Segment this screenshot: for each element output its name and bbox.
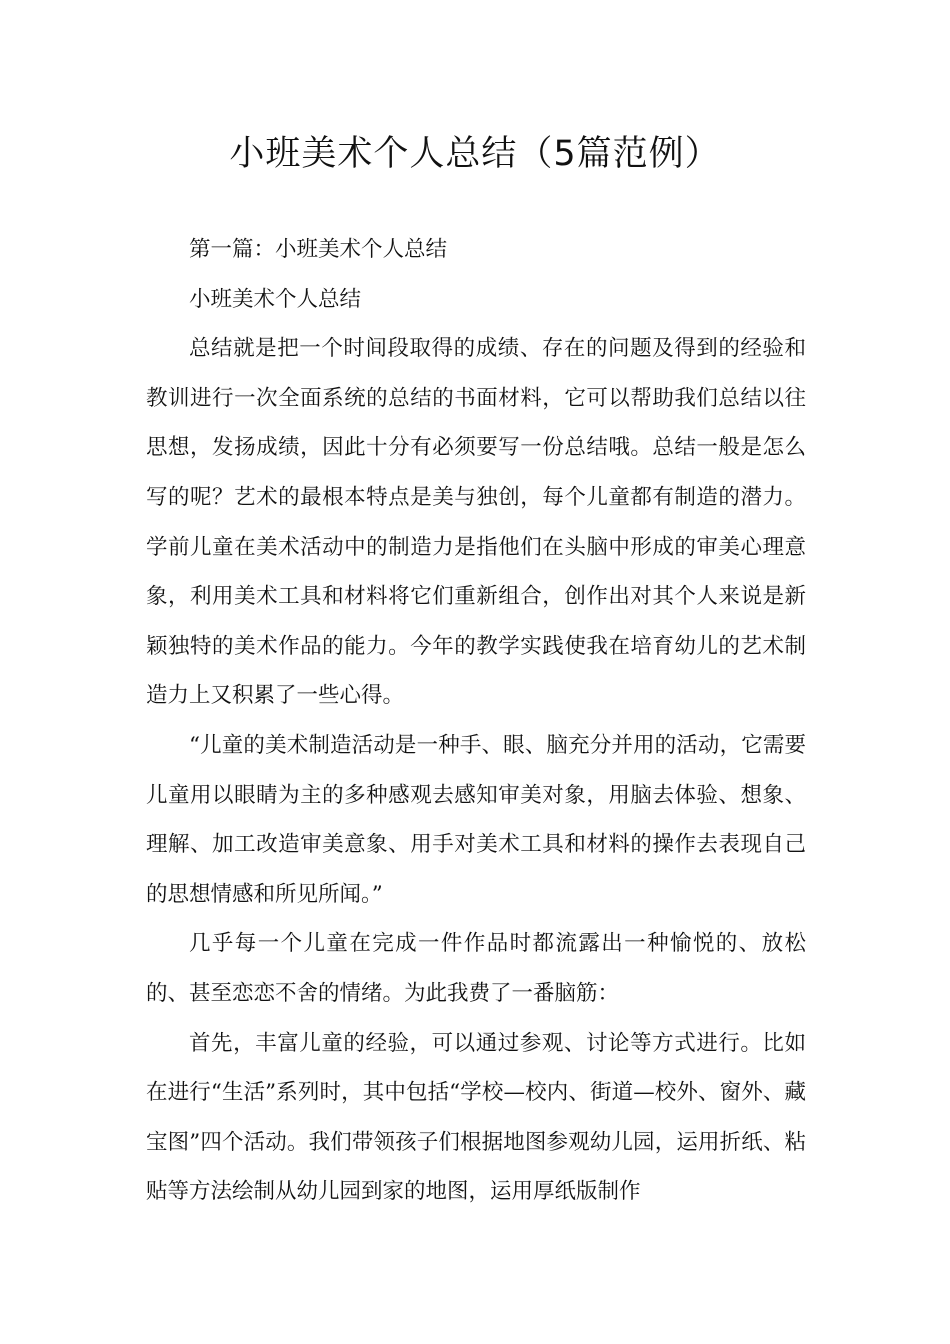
paragraph: 首先，丰富儿童的经验，可以通过参观、讨论等方式进行。比如在进行“生活”系列时，其中包括“学校—校内、街道—校外、窗外、藏宝图”四个活动。我们带领孩子们根据地图参观幼儿园，运用折纸、粘贴等方法绘制从幼儿园到家的地图，运用厚纸版制作 xyxy=(146,1030,806,1205)
paragraph: “儿童的美术制造活动是一种手、眼、脑充分并用的活动，它需要儿童用以眼睛为主的多种感观去感知审美对象，用脑去体验、想象、理解、加工改造审美意象、用手对美术工具和材料的操作去表现自己的思想情感和所见所闻。” xyxy=(146,732,806,907)
subheading: 小班美术个人总结 xyxy=(189,286,362,312)
document-body xyxy=(146,225,806,1217)
paragraph: 总结就是把一个时间段取得的成绩、存在的问题及得到的经验和教训进行一次全面系统的总结的书面材料，它可以帮助我们总结以往思想，发扬成绩，因此十分有必须要写一份总结哦。总结一般是怎么写的呢？艺术的最根本特点是美与独创，每个儿童都有制造的潜力。学前儿童在美术活动中的制造力是指他们在头脑中形成的审美心理意象，利用美术工具和材料将它们重新组合，创作出对其个人来说是新颖独特的美术作品的能力。今年的教学实践使我在培育幼儿的艺术制造力上又积累了一些心得。 xyxy=(146,336,806,709)
document-title: 小班美术个人总结（5篇范例） xyxy=(229,134,721,174)
section-heading: 第一篇：小班美术个人总结 xyxy=(189,237,448,262)
paragraph: 几乎每一个儿童在完成一件作品时都流露出一种愉悦的、放松的、甚至恋恋不舍的情绪。为此我费了一番脑筋： xyxy=(146,931,806,1006)
